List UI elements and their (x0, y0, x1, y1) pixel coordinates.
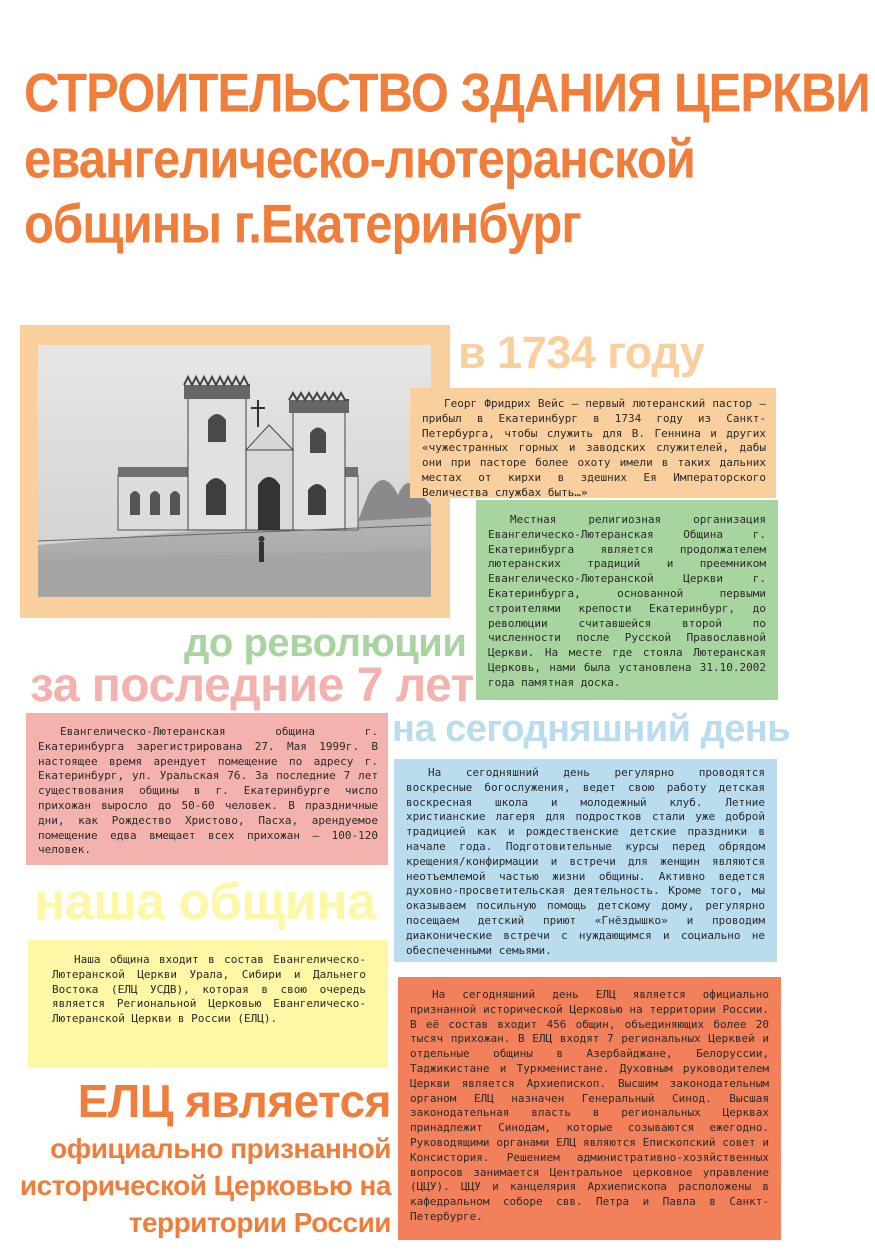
text-box-before-revolution: Местная религиозная организация Евангелическо-Лютеранская Община г. Екатеринбурга является продолжателем лютеранских традиций и преемником Евангелическо-Лютеранской Церкви г. Екатеринбурга, основанной первыми строителями крепости Екатеринбург, до революции считавшейся второй по численности после Русской Православной Церкви. На месте где стояла Лютеранская Церковь, нами была установлена 31.10.2002 года памятная доска. (476, 500, 778, 700)
elc-subheading-line-2: исторической Церковью на (19, 1170, 391, 1201)
text-box-our-community: Наша община входит в состав Евангелическо-Лютеранской Церкви Урала, Сибири и Дальнего Востока (ЕЛЦ УСДВ), которая в свою очередь является Региональной Церковью Евангелическо-Лютеранской Церкви в России (ЕЛЦ). (28, 940, 388, 1068)
heading-elc: ЕЛЦ является (77, 1075, 391, 1127)
text-box-elc: На сегодняшний день ЕЛЦ является официально признанной исторической Церковью на территории России. В её состав входит 456 общин, объединяющих более 20 тысяч прихожан. В ЕЛЦ входят 7 региональных Церквей и отдельные общины в Азербайджане, Белоруссии, Таджикистане и Туркменистане. Духовным руководителем Церкви является Архиепископ. Высшим законодательным органом ЕЛЦ назначен Генеральный Синод. Высшая законодательная власть в региональных Церквах принадлежит Синодам, которые созываются ежегодно. Руководящими органами ЕЛЦ являются Епископский совет и Консистория. Решением административно-хозяйственных вопросов занимается Центральное церковное управление (ЦЦУ). ЦЦУ и канцелярия Архиепископа расположены в кафедральном соборе свв. Петра и Павла в Санкт-Петербурге. (398, 977, 781, 1240)
church-photo (38, 345, 431, 597)
heading-last-7-years: за последние 7 лет (30, 659, 474, 712)
heading-before-revolution: до революции (184, 621, 467, 665)
elc-subheading-line-3: территории России (128, 1207, 391, 1238)
church-photo-illustration (38, 345, 431, 597)
heading-our-community: наша община (34, 873, 376, 931)
text-box-last-7-years: Евангелическо-Лютеранская община г. Екатеринбурга зарегистрирована 27. Мая 1999г. В настоящее время арендует помещение по адресу г. Екатеринбург, ул. Уральская 76. За последние 7 лет существования общины в г. Екатеринбурге число прихожан выросло до 50-60 человек. В праздничные дни, как Рождество Христово, Пасха, арендуемое помещение едва вмещает всех прихожан – 100-120 человек. (26, 713, 388, 865)
page-title-line-3: общины г.Екатеринбург (24, 194, 581, 255)
page-title-line-2: евангелическо-лютеранской (24, 129, 695, 190)
heading-today: на сегодняшний день (392, 708, 791, 750)
text-box-1734: Георг Фридрих Вейс – первый лютеранский пастор – прибыл в Екатеринбург в 1734 году из Санкт-Петербурга, чтобы служить для В. Геннина и других «чужестранных горных и заводских служителей, дабы они при пасторе более охоту имели в таких дальних местах от кирхи в здешних Ея Императорского Величества службах быть…» (410, 388, 776, 498)
heading-1734: в 1734 году (458, 327, 705, 378)
page-title-line-1: СТРОИТЕЛЬСТВО ЗДАНИЯ ЦЕРКВИ (24, 63, 870, 124)
elc-subheading-line-1: официально признанной (50, 1133, 391, 1164)
text-box-today: На сегодняшний день регулярно проводятся воскресные богослужения, ведет свою работу детская воскресная школа и молодежный клуб. Летние христианские лагеря для подростков стали уже доброй традицией как и рождественские детские праздники в начале года. Подготовительные курсы перед обрядом крещения/конфирмации и встречи для женщин являются неотъемлемой частью жизни общины. Активно ведется духовно-просветительская деятельность. Кроме того, мы оказываем посильную помощь детскому дому, регулярно посещаем детский приют «Гнёздышко» и проводим диаконические встречи с нуждающимся и социально не обеспеченными семьями. (394, 759, 777, 962)
